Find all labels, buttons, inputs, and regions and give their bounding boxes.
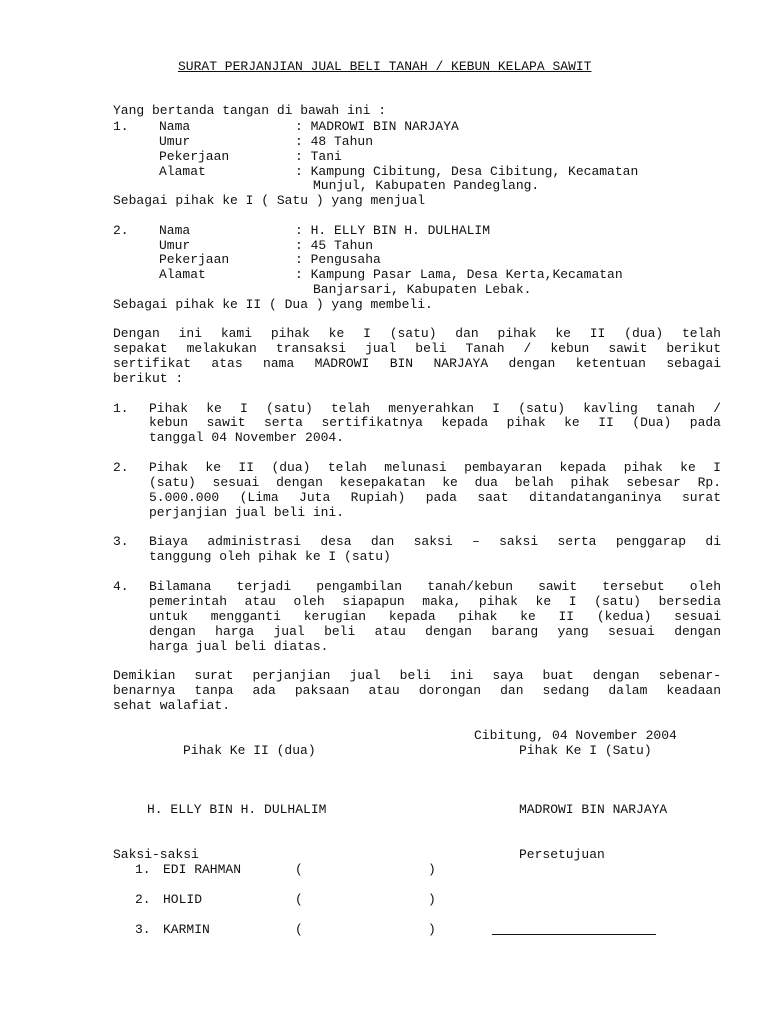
label-umur: Umur [159,238,191,253]
clause-number: 4. [113,579,129,594]
witness-signature-open: ( [295,892,303,907]
clause-line: untuk mengganti kerugian kepada pihak ke II (kedua) sesuai [149,609,721,624]
party1-address-line2: Munjul, Kabupaten Pandeglang. [313,178,540,193]
label-nama: Nama [159,223,191,238]
clause-line: Pihak ke I (satu) telah menyerahkan I (satu) kavling tanah / [149,401,721,416]
clause-line: Pihak ke II (dua) telah melunasi pembayaran kepada pihak ke I [149,460,721,475]
label-umur: Umur [159,134,191,149]
closing-line: sehat walafiat. [113,698,231,713]
clause-line: perjanjian jual beli ini. [149,505,345,520]
party2-name-row [159,223,490,238]
party2-job: : Pengusaha [295,252,381,267]
witness-signature-close: ) [428,922,436,937]
closing-line: Demikian surat perjanjian jual beli ini saya buat dengan sebenar- [113,668,721,683]
clause-line: 5.000.000 (Lima Juta Rupiah) pada saat ditandatanganinya surat [149,490,721,505]
witness-name: KARMIN [163,922,210,937]
party2-name: : H. ELLY BIN H. DULHALIM [295,223,491,238]
clause-number: 1. [113,401,129,416]
opening-line: Dengan ini kami pihak ke I (satu) dan pihak ke II (dua) telah [113,326,721,341]
label-pekerjaan: Pekerjaan [159,252,230,267]
party1-age: : 48 Tahun [295,134,374,149]
right-signatory-role: Pihak Ke I (Satu) [519,743,652,758]
clause-line: tanggal 04 November 2004. [149,430,345,445]
party2-address-line1: : Kampung Pasar Lama, Desa Kerta,Kecamatan [295,267,623,282]
witness-signature-close: ) [428,862,436,877]
closing-line: benarnya tanpa ada paksaan atau dorongan dan sedang dalam keadaan [113,683,721,698]
document-title: SURAT PERJANJIAN JUAL BELI TANAH / KEBUN KELAPA SAWIT [178,59,592,74]
witness-number: 2. [135,892,151,907]
approval-title: Persetujuan [519,847,605,862]
opening-line: sertifikat atas nama MADROWI BIN NARJAYA dengan ketentuan sebagai [113,356,721,371]
witness-signature-open: ( [295,862,303,877]
left-signatory-name: H. ELLY BIN H. DULHALIM [147,802,327,817]
clause-line: pemerintah atau oleh siapapun maka, pihak ke I (satu) bersedia [149,594,721,609]
party2-address-row [159,267,623,282]
clause-line: Bilamana terjadi pengambilan tanah/kebun sawit tersebut oleh [149,579,721,594]
clause-line: Biaya administrasi desa dan saksi – saksi serta penggarap di [149,534,721,549]
witness-signature-open: ( [295,922,303,937]
intro-text: Yang bertanda tangan di bawah ini : [113,103,387,118]
opening-line: berikut : [113,371,184,386]
party2-role: Sebagai pihak ke II ( Dua ) yang membeli. [113,297,433,312]
party2-number: 2. [113,223,129,238]
approval-signature-line [492,925,656,935]
party1-age-row [159,134,373,149]
label-nama: Nama [159,119,191,134]
clause-line: tanggung oleh pihak ke I (satu) [149,549,391,564]
party1-address-row [159,164,638,179]
witness-number: 1. [135,862,151,877]
left-signatory-role: Pihak Ke II (dua) [183,743,316,758]
witness-number: 3. [135,922,151,937]
party1-number: 1. [113,119,129,134]
clause-line: (satu) sesuai dengan kesepakatan ke dua belah pihak sebesar Rp. [149,475,721,490]
clause-line: dengan harga jual beli atau dengan barang yang sesuai dengan [149,624,721,639]
party2-age-row [159,238,373,253]
party2-job-row [159,252,381,267]
clause-number: 2. [113,460,129,475]
party1-job-row [159,149,342,164]
right-signatory-name: MADROWI BIN NARJAYA [519,802,668,817]
party1-name-row [159,119,459,134]
witness-signature-close: ) [428,892,436,907]
witness-name: EDI RAHMAN [163,862,242,877]
label-alamat: Alamat [159,267,206,282]
witness-title: Saksi-saksi [113,847,199,862]
clause-line: harga jual beli diatas. [149,639,329,654]
party1-job: : Tani [295,149,342,164]
witness-name: HOLID [163,892,203,907]
place-date: Cibitung, 04 November 2004 [474,728,677,743]
party2-address-line2: Banjarsari, Kabupaten Lebak. [313,282,532,297]
party1-role: Sebagai pihak ke I ( Satu ) yang menjual [113,193,426,208]
label-pekerjaan: Pekerjaan [159,149,230,164]
party2-age: : 45 Tahun [295,238,374,253]
label-alamat: Alamat [159,164,206,179]
party1-address-line1: : Kampung Cibitung, Desa Cibitung, Kecamatan [295,164,639,179]
clause-number: 3. [113,534,129,549]
clause-line: kebun sawit serta sertifikatnya kepada pihak ke II (Dua) pada [149,415,721,430]
opening-line: sepakat melakukan transaksi jual beli Tanah / kebun sawit berikut [113,341,721,356]
party1-name: : MADROWI BIN NARJAYA [295,119,459,134]
